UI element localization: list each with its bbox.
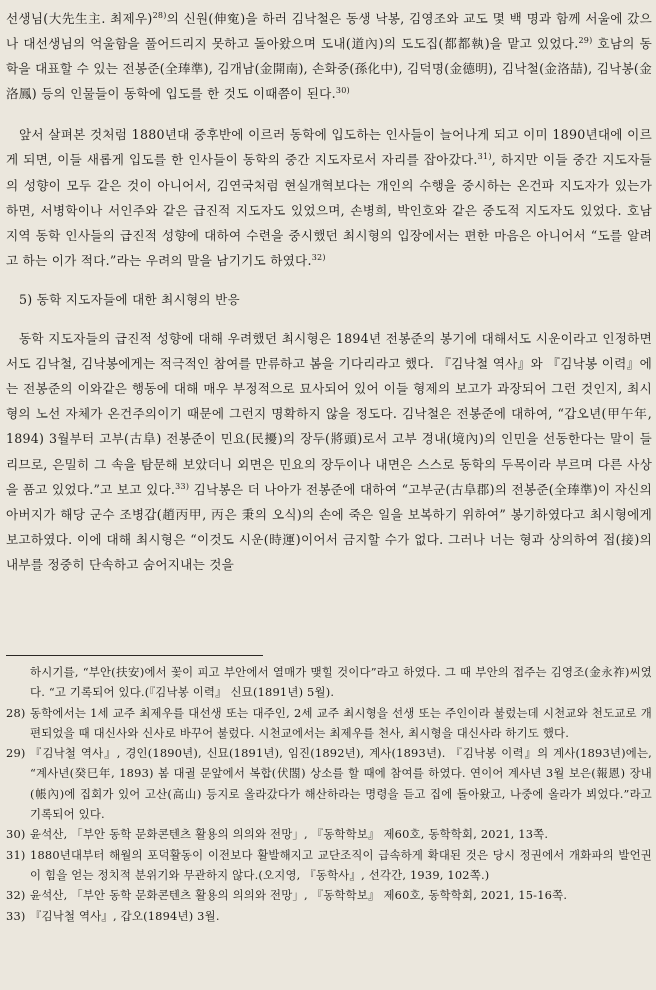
footnote-ref-31[interactable]: 31): [477, 152, 492, 162]
paragraph-1: [6, 6, 652, 106]
footnote-30: [6, 824, 652, 844]
footnote-ref-29[interactable]: 29): [578, 35, 593, 45]
paragraph-3-text-b: 김낙봉은 더 나아가 전봉준에 대하여 “고부군(古阜郡)의 전봉준(全琫準)이 자신의 아버지가 해당 군수 조병갑(趙丙甲, 丙은 秉의 오식)의 손에 죽은 일을 보복하기 위하여” 봉기하였다고 최시형에게 보고하였다. 이에 대해 최시형은 “이것도 시운(時運)이어서 금지할 수가 없다. 그러나 너는 형과 상의하여 접(接)의 내부를 정중히 단속하고 숨어지내는 것을: [6, 481, 653, 572]
paragraph-3-text-a: 동학 지도자들의 급진적 성향에 대해 우려했던 최시형은 1894년 전봉준의 봉기에 대해서도 시운이라고 인정하면서도 김낙철, 김낙봉에게는 적극적인 참여를 만류하고 봄을 기다리라고 했다. 『김낙철 역사』와 『김낙봉 이력』에는 전봉준의 이와같은 행동에 대해 매우 부정적으로 묘사되어 있어 이들 형제의 보고가 과장되어 그런 것인지, 최시형의 노선 자체가 온건주의이기 때문에 그런지 명확하지 않을 정도다. 김낙철은 전봉준에 대하여, “갑오년(甲午年, 1894) 3월부터 고부(古阜) 전봉준이 민요(民擾)의 장두(將頭)로서 고부 경내(境內)의 인민을 선동한다는 말이 들리므로, 은밀히 그 속을 탐문해 보았더니 외면은 민요의 장두이나 내면은 스스로 동학의 두목이라 부르며 다른 사상을 품고 있었다.”고 보고 있다.: [6, 331, 652, 497]
footnote-continuation: 하시기를, “부안(扶安)에서 꽃이 피고 부안에서 열매가 맺힐 것이다”라고 하였다. 그 때 부안의 접주는 김영조(金永祚)씨였다. “고 기록되어 있다.(『김낙봉 이력』 신묘(1891년) 5월).: [30, 665, 652, 700]
paragraph-1-text-a: 선생님(大先生主. 최제우): [6, 11, 153, 26]
footnote-text: 『김낙철 역사』, 경인(1890년), 신묘(1891년), 임진(1892년), 계사(1893년). 『김낙봉 이력』의 계사(1893년)에는, “계사년(癸巳年, 1893) 봄 대궐 문앞에서 복합(伏閤) 상소를 할 때에 참여를 하였다. 연이어 계사년 3월 보은(報恩) 장내(帳內)에 집회가 있어 고산(高山) 등지로 올라갔다가 해산하라는 명령을 듣고 집에 돌아왔고, 나중에 올라가 뵈었다.”라고 기록되어 있다.: [30, 746, 652, 822]
footnote-32: [6, 885, 652, 905]
footnote-text: 1880년대부터 해월의 포덕활동이 이전보다 활발해지고 교단조직이 급속하게 확대된 것은 당시 정권에서 개화파의 발언권이 힘을 얻는 정치적 분위기와 무관하지 않다.(오지영, 『동학사』, 선각간, 1939, 102쪽.): [30, 847, 652, 882]
paragraph-1-text-c: 호남의 동학을 대표할 수 있는 전봉준(全琫準), 김개남(金開南), 손화중(孫化中), 김덕명(金德明), 김낙철(金洛喆), 김낙봉(金洛鳳) 등의 인물들이 동학에 입도를 한 것도 이때쯤이 된다.: [6, 36, 652, 102]
footnote-ref-28[interactable]: 28): [152, 10, 167, 20]
footnote-text: 동학에서는 1세 교주 최제우를 대선생 또는 대주인, 2세 교주 최시형을 선생 또는 주인이라 불렀는데 시천교와 천도교로 개편되었을 때 대신사와 신사로 바꾸어 불렀다. 시천교에서는 최제우를 천사, 최시형을 대신사라 하기도 했다.: [30, 705, 652, 740]
section-heading: 5) 동학 지도자들에 대한 최시형의 반응: [19, 291, 240, 307]
footnote-33: [6, 906, 652, 926]
footnote-ref-30[interactable]: 30): [335, 86, 350, 96]
main-text: [6, 6, 652, 577]
footnote-number: 32): [6, 888, 26, 903]
footnote-number: 29): [6, 746, 26, 761]
paragraph-2-text-b: , 하지만 이들 중간 지도자들의 성향이 모두 같은 것이 아니어서, 김연국처럼 현실개혁보다는 개인의 수행을 중시하는 온건파 지도자가 있는가 하면, 서병학이나 서인주와 같은 급진적 지도자도 있었으며, 손병희, 박인호와 같은 중도적 지도자도 있었다. 호남 지역 동학 인사들의 급진적 성향에 대하여 수련을 중시했던 최시형의 입장에서는 편한 마음은 아니어서 “도를 알려고 하는 이가 적다.”라는 우려의 말을 남기기도 하였다.: [6, 152, 652, 268]
footnote-number: 28): [6, 705, 26, 720]
footnote-number: 30): [6, 827, 26, 842]
footnote-31: [6, 845, 652, 886]
paragraph-3: [6, 326, 652, 577]
paragraph-1-text-b: 의 신원(伸寃)을 하러 김낙철은 동생 낙봉, 김영조와 교도 몇 백 명과 함께 서울에 갔으나 대선생님의 억울함을 풀어드리지 못하고 돌아왔으며 도내(道內)의 도도집(都都執)을 맡고 있었다.: [6, 11, 652, 52]
footnote-number: 33): [6, 908, 26, 923]
footnote-ref-33[interactable]: 33): [175, 481, 190, 491]
paragraph-2-text-a: 앞서 살펴본 것처럼 1880년대 중후반에 이르러 동학에 입도하는 인사들이 늘어나게 되고 이미 1890년대에 이르게 되면, 이들 새롭게 입도를 한 인사들이 동학의 중간 지도자로서 자리를 잡아갔다.: [6, 127, 652, 168]
footnote-number: 31): [6, 847, 26, 862]
footnote-text: 윤석산, 「부안 동학 문화콘텐츠 활용의 의의와 전망」, 『동학학보』 제60호, 동학학회, 2021, 13쪽.: [30, 827, 549, 842]
footnote-text: 『김낙철 역사』, 갑오(1894년) 3월.: [30, 908, 220, 923]
paragraph-2: [6, 122, 652, 273]
footnote-28: [6, 703, 652, 744]
footnote-29: [6, 743, 652, 824]
footnote-divider: [6, 655, 263, 656]
footnote-text: 윤석산, 「부안 동학 문화콘텐츠 활용의 의의와 전망」, 『동학학보』 제60호, 동학학회, 2021, 15-16쪽.: [30, 888, 568, 903]
footnote-ref-32[interactable]: 32): [311, 252, 326, 262]
footnotes: [6, 662, 652, 926]
